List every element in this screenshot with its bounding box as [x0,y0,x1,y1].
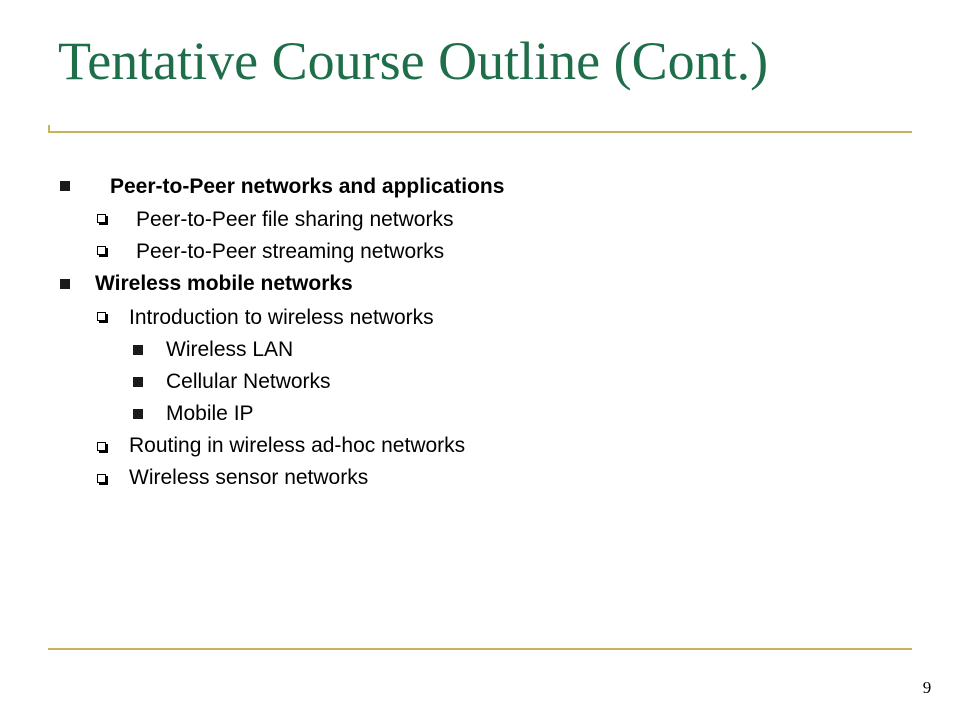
list-item: Mobile IP [166,402,254,425]
list-item: Peer-to-Peer streaming networks [136,240,445,263]
list-item: Wireless sensor networks [129,466,369,489]
hollow-square-bullet-icon [97,214,106,223]
square-bullet-icon [60,181,70,191]
list-item: Cellular Networks [166,370,331,393]
title-rule [48,131,912,133]
square-bullet-icon [133,409,143,419]
page-number: 9 [922,678,932,697]
list-item: Wireless LAN [166,338,294,361]
footer-rule [48,648,912,650]
slide-title: Tentative Course Outline (Cont.) [58,31,769,91]
hollow-square-bullet-icon [97,246,106,255]
list-item: Introduction to wireless networks [129,306,434,329]
list-item: Routing in wireless ad-hoc networks [129,434,466,457]
square-bullet-icon [133,345,143,355]
list-item: Peer-to-Peer networks and applications [110,175,505,198]
list-item: Peer-to-Peer file sharing networks [136,208,454,231]
square-bullet-icon [60,279,70,289]
hollow-square-bullet-icon [97,312,106,321]
hollow-square-bullet-icon [97,474,106,483]
square-bullet-icon [133,377,143,387]
list-item: Wireless mobile networks [95,272,353,295]
hollow-square-bullet-icon [97,442,106,451]
